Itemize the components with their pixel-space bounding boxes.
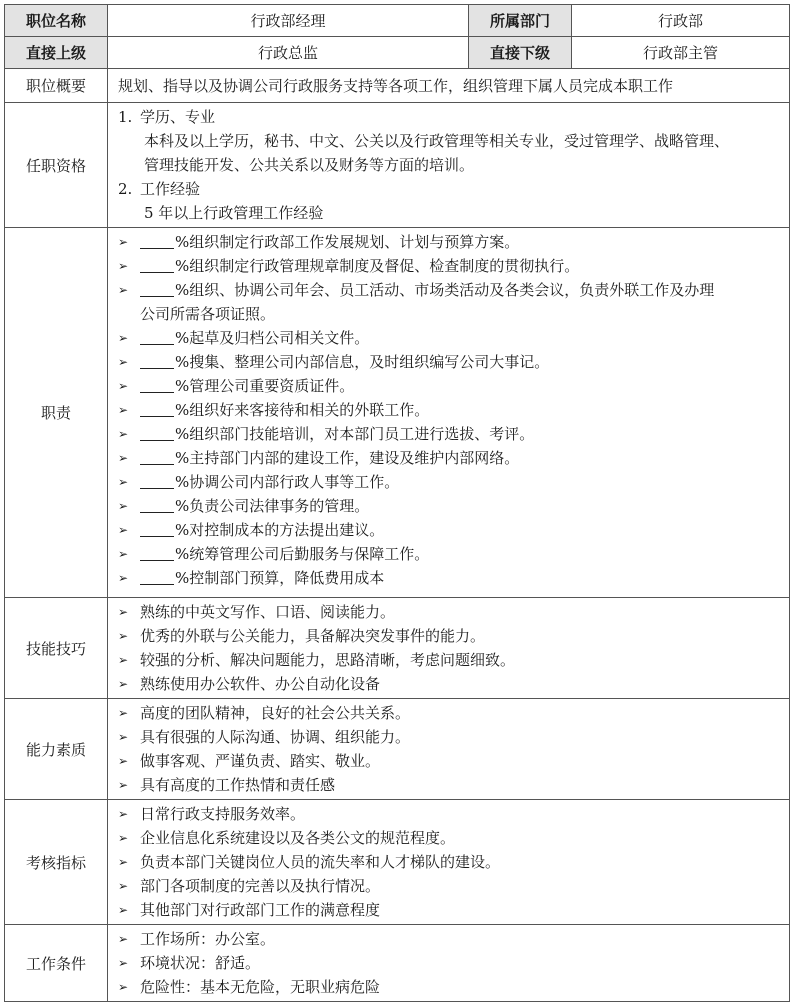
bullet-arrow-icon: ➢ xyxy=(118,235,129,249)
percentage-blank xyxy=(140,544,174,561)
qual-item-1-number: 1. xyxy=(118,108,133,126)
skill-item xyxy=(118,672,781,696)
skill-item xyxy=(118,600,781,624)
bullet-arrow-icon: ➢ xyxy=(118,259,129,273)
duty-text: %组织部门技能培训，对本部门员工进行选拔、考评。 xyxy=(175,425,535,443)
qualities-label: 能力素质 xyxy=(5,699,108,800)
superior-value: 行政总监 xyxy=(108,37,469,69)
kpi-text: 负责本部门关键岗位人员的流失率和人才梯队的建设。 xyxy=(140,853,501,871)
quality-item xyxy=(118,773,781,797)
qual-item-1-title-line xyxy=(118,105,781,129)
percentage-blank xyxy=(140,424,174,441)
department-value: 行政部 xyxy=(572,5,790,37)
kpi-text: 其他部门对行政部门工作的满意程度 xyxy=(140,901,381,919)
duty-text: %组织、协调公司年会、员工活动、市场类活动及各类会议，负责外联工作及办理 xyxy=(175,281,715,299)
header-row-1 xyxy=(5,5,790,37)
duty-text: %起草及归档公司相关文件。 xyxy=(175,329,370,347)
duty-item xyxy=(118,254,781,278)
quality-item xyxy=(118,749,781,773)
duty-item xyxy=(118,470,781,494)
kpi-text: 日常行政支持服务效率。 xyxy=(140,805,306,823)
duty-item xyxy=(118,350,781,374)
quality-item xyxy=(118,701,781,725)
qualities-row xyxy=(5,699,790,800)
percentage-blank xyxy=(140,376,174,393)
bullet-arrow-icon: ➢ xyxy=(118,956,129,970)
skills-content xyxy=(108,598,790,699)
duty-text: %搜集、整理公司内部信息，及时组织编写公司大事记。 xyxy=(175,353,550,371)
qual-item-2-title-line xyxy=(118,177,781,201)
duty-item xyxy=(118,542,781,566)
duty-item xyxy=(118,422,781,446)
percentage-blank xyxy=(140,328,174,345)
qual-item-1-line-1: 本科及以上学历，秘书、中文、公关以及行政管理等相关专业，受过管理学、战略管理、 xyxy=(144,132,730,150)
bullet-arrow-icon: ➢ xyxy=(118,451,129,465)
skill-text: 熟练使用办公软件、办公自动化设备 xyxy=(140,675,381,693)
quality-text: 高度的团队精神，良好的社会公共关系。 xyxy=(140,704,411,722)
subordinate-label: 直接下级 xyxy=(469,37,572,69)
duty-item xyxy=(118,518,781,542)
bullet-arrow-icon: ➢ xyxy=(118,571,129,585)
kpi-item xyxy=(118,874,781,898)
bullet-arrow-icon: ➢ xyxy=(118,879,129,893)
duty-text: %对控制成本的方法提出建议。 xyxy=(175,521,385,539)
percentage-blank xyxy=(140,568,174,585)
duty-item xyxy=(118,494,781,518)
position-name-label: 职位名称 xyxy=(5,5,108,37)
bullet-arrow-icon: ➢ xyxy=(118,730,129,744)
bullet-arrow-icon: ➢ xyxy=(118,283,129,297)
qualifications-content xyxy=(108,103,790,228)
qual-item-1-title: 学历、专业 xyxy=(140,108,216,126)
bullet-arrow-icon: ➢ xyxy=(118,475,129,489)
bullet-arrow-icon: ➢ xyxy=(118,831,129,845)
superior-label: 直接上级 xyxy=(5,37,108,69)
duty-item xyxy=(118,230,781,254)
bullet-arrow-icon: ➢ xyxy=(118,653,129,667)
kpi-label: 考核指标 xyxy=(5,800,108,925)
bullet-arrow-icon: ➢ xyxy=(118,706,129,720)
duty-text: %统筹管理公司后勤服务与保障工作。 xyxy=(175,545,430,563)
qual-item-1-line-2: 管理技能开发、公共关系以及财务等方面的培训。 xyxy=(144,156,475,174)
duty-item xyxy=(118,374,781,398)
bullet-arrow-icon: ➢ xyxy=(118,807,129,821)
quality-text: 具有高度的工作热情和责任感 xyxy=(140,776,336,794)
qual-item-2-line-1: 5 年以上行政管理工作经验 xyxy=(144,204,324,222)
overview-row xyxy=(5,69,790,103)
quality-item xyxy=(118,725,781,749)
conditions-label: 工作条件 xyxy=(5,925,108,1002)
duty-item xyxy=(118,446,781,470)
condition-text: 危险性：基本无危险，无职业病危险 xyxy=(140,978,381,996)
percentage-blank xyxy=(140,400,174,417)
percentage-blank xyxy=(140,520,174,537)
duty-text: %负责公司法律事务的管理。 xyxy=(175,497,370,515)
skill-text: 优秀的外联与公关能力，具备解决突发事件的能力。 xyxy=(140,627,486,645)
condition-item xyxy=(118,975,781,999)
qualifications-row xyxy=(5,103,790,228)
percentage-blank xyxy=(140,352,174,369)
department-label: 所属部门 xyxy=(469,5,572,37)
duty-item xyxy=(118,566,781,590)
condition-text: 工作场所：办公室。 xyxy=(140,930,276,948)
duties-label: 职责 xyxy=(5,228,108,598)
duty-text: %管理公司重要资质证件。 xyxy=(175,377,355,395)
kpi-item xyxy=(118,850,781,874)
qual-item-2-number: 2. xyxy=(118,180,133,198)
percentage-blank xyxy=(140,496,174,513)
skill-item xyxy=(118,624,781,648)
skill-text: 熟练的中英文写作、口语、阅读能力。 xyxy=(140,603,396,621)
bullet-arrow-icon: ➢ xyxy=(118,903,129,917)
bullet-arrow-icon: ➢ xyxy=(118,629,129,643)
job-description-table xyxy=(4,4,790,1002)
bullet-arrow-icon: ➢ xyxy=(118,427,129,441)
qual-item-2-title: 工作经验 xyxy=(140,180,201,198)
bullet-arrow-icon: ➢ xyxy=(118,355,129,369)
overview-label: 职位概要 xyxy=(5,69,108,103)
bullet-arrow-icon: ➢ xyxy=(118,331,129,345)
overview-line: 规划、指导以及协调公司行政服务支持等各项工作，组织管理下属人员完成本职工作 xyxy=(118,76,674,95)
kpi-item xyxy=(118,802,781,826)
duty-item xyxy=(118,326,781,350)
job-description-sheet xyxy=(4,4,789,1002)
duties-row xyxy=(5,228,790,598)
duty-item xyxy=(118,278,781,302)
header-row-2 xyxy=(5,37,790,69)
bullet-arrow-icon: ➢ xyxy=(118,547,129,561)
bullet-arrow-icon: ➢ xyxy=(118,932,129,946)
percentage-blank xyxy=(140,472,174,489)
duty-continuation: 公司所需各项证照。 xyxy=(140,305,276,323)
quality-text: 具有很强的人际沟通、协调、组织能力。 xyxy=(140,728,411,746)
kpi-text: 企业信息化系统建设以及各类公文的规范程度。 xyxy=(140,829,456,847)
bullet-arrow-icon: ➢ xyxy=(118,605,129,619)
skills-row xyxy=(5,598,790,699)
condition-item xyxy=(118,951,781,975)
kpi-row xyxy=(5,800,790,925)
bullet-arrow-icon: ➢ xyxy=(118,855,129,869)
percentage-blank xyxy=(140,256,174,273)
duty-text: %协调公司内部行政人事等工作。 xyxy=(175,473,400,491)
kpi-item xyxy=(118,898,781,922)
bullet-arrow-icon: ➢ xyxy=(118,379,129,393)
quality-text: 做事客观、严谨负责、踏实、敬业。 xyxy=(140,752,381,770)
percentage-blank xyxy=(140,448,174,465)
bullet-arrow-icon: ➢ xyxy=(118,754,129,768)
duty-text: %组织制定行政部工作发展规划、计划与预算方案。 xyxy=(175,233,520,251)
skill-item xyxy=(118,648,781,672)
kpi-content xyxy=(108,800,790,925)
bullet-arrow-icon: ➢ xyxy=(118,403,129,417)
percentage-blank xyxy=(140,280,174,297)
subordinate-value: 行政部主管 xyxy=(572,37,790,69)
conditions-content xyxy=(108,925,790,1002)
qualifications-label: 任职资格 xyxy=(5,103,108,228)
duties-content xyxy=(108,228,790,598)
skill-text: 较强的分析、解决问题能力，思路清晰，考虑问题细致。 xyxy=(140,651,516,669)
conditions-row xyxy=(5,925,790,1002)
position-name-value: 行政部经理 xyxy=(108,5,469,37)
duty-text: %控制部门预算，降低费用成本 xyxy=(175,569,385,587)
bullet-arrow-icon: ➢ xyxy=(118,499,129,513)
condition-text: 环境状况：舒适。 xyxy=(140,954,261,972)
skills-label: 技能技巧 xyxy=(5,598,108,699)
duty-text: %主持部门内部的建设工作，建设及维护内部网络。 xyxy=(175,449,520,467)
bullet-arrow-icon: ➢ xyxy=(118,778,129,792)
duty-text: %组织好来客接待和相关的外联工作。 xyxy=(175,401,430,419)
qualities-content xyxy=(108,699,790,800)
condition-item xyxy=(118,927,781,951)
kpi-text: 部门各项制度的完善以及执行情况。 xyxy=(140,877,381,895)
bullet-arrow-icon: ➢ xyxy=(118,523,129,537)
bullet-arrow-icon: ➢ xyxy=(118,980,129,994)
percentage-blank xyxy=(140,232,174,249)
bullet-arrow-icon: ➢ xyxy=(118,677,129,691)
duty-item xyxy=(118,398,781,422)
kpi-item xyxy=(118,826,781,850)
overview-text xyxy=(108,69,790,103)
duty-text: %组织制定行政管理规章制度及督促、检查制度的贯彻执行。 xyxy=(175,257,580,275)
